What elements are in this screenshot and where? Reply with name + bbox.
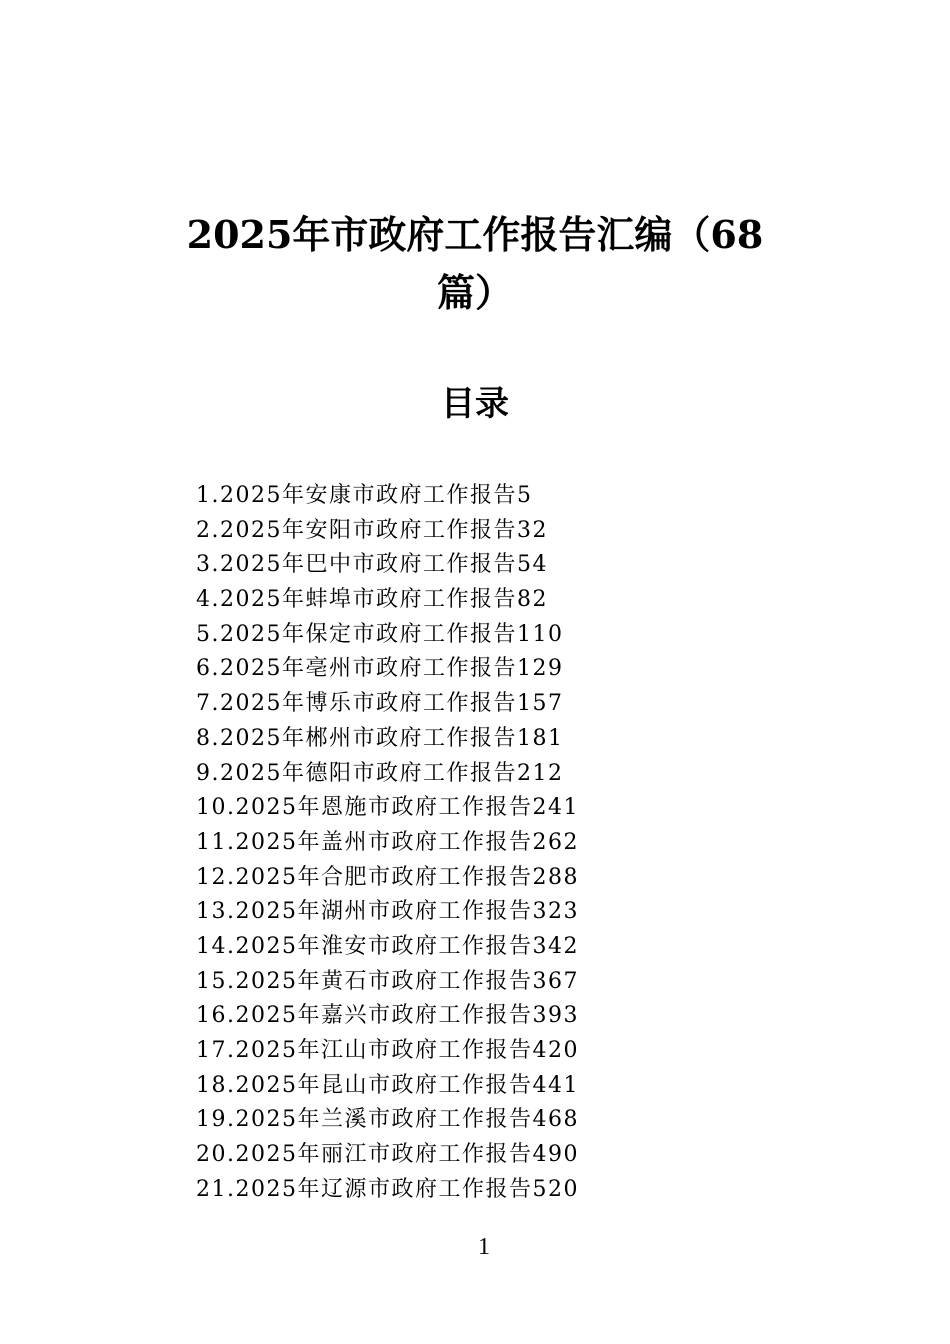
table-of-contents [196,479,579,1207]
toc-item: 1.2025年安康市政府工作报告5 [196,483,533,508]
toc-item: 2.2025年安阳市政府工作报告32 [196,517,548,543]
toc-item: 7.2025年博乐市政府工作报告157 [196,691,564,717]
toc-item: 9.2025年德阳市政府工作报告212 [196,760,564,786]
toc-item: 11.2025年盖州市政府工作报告262 [196,829,579,855]
document-title [0,206,950,322]
document-title-line-2: 篇） [436,270,513,315]
toc-item: 21.2025年辽源市政府工作报告520 [196,1176,579,1202]
document-title-line-1: 2025年市政府工作报告汇编（68 [186,212,764,257]
toc-item: 12.2025年合肥市政府工作报告288 [196,864,579,890]
toc-item: 17.2025年江山市政府工作报告420 [196,1038,579,1063]
toc-item: 16.2025年嘉兴市政府工作报告393 [196,1003,579,1029]
toc-item: 10.2025年恩施市政府工作报告241 [196,795,579,821]
toc-item: 8.2025年郴州市政府工作报告181 [196,725,564,751]
toc-item: 3.2025年巴中市政府工作报告54 [196,552,548,578]
toc-item: 20.2025年丽江市政府工作报告490 [196,1142,579,1168]
toc-item: 19.2025年兰溪市政府工作报告468 [196,1107,579,1133]
toc-item: 6.2025年亳州市政府工作报告129 [196,656,564,682]
toc-item: 13.2025年湖州市政府工作报告323 [196,899,579,925]
toc-item: 18.2025年昆山市政府工作报告441 [196,1072,579,1098]
toc-item: 15.2025年黄石市政府工作报告367 [196,968,579,994]
toc-item: 14.2025年淮安市政府工作报告342 [196,933,579,959]
toc-item: 5.2025年保定市政府工作报告110 [196,621,564,647]
toc-item: 4.2025年蚌埠市政府工作报告82 [196,587,548,613]
toc-heading: 目录 [441,384,509,424]
page-number: 1 [478,1234,490,1260]
